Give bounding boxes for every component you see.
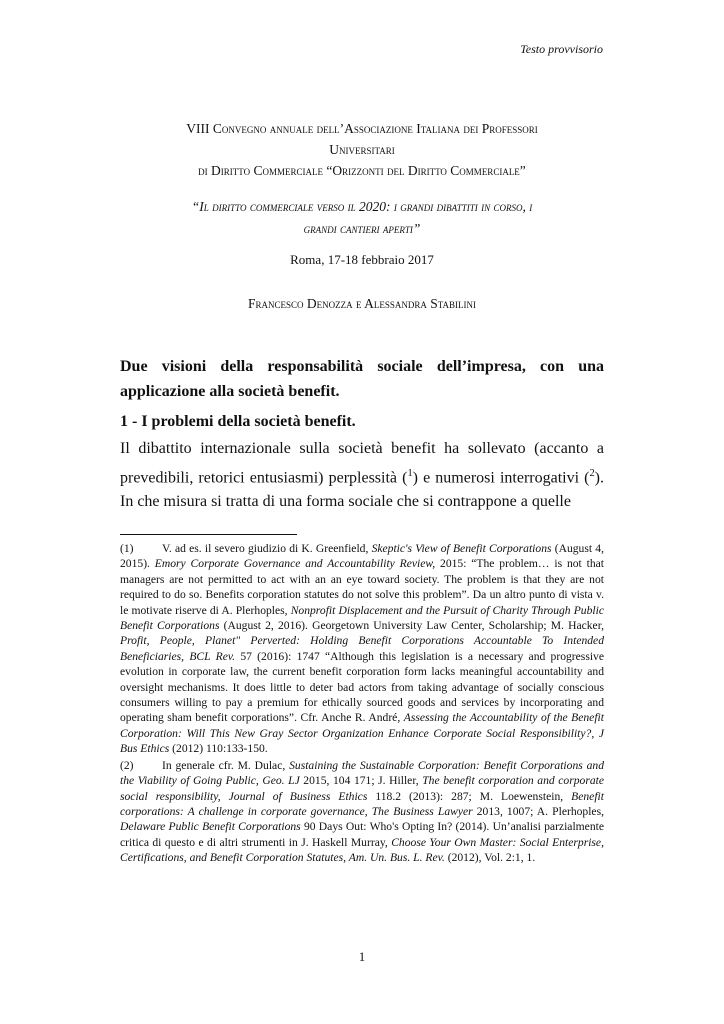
page-number: 1 xyxy=(358,949,366,964)
footnote-1 xyxy=(120,541,604,757)
fn2-italic: Sustaining the Sustainable Corporation: Benefit Corporations and the Viability of Going Public, Geo. LJ xyxy=(120,758,605,788)
theme-line-2: grandi cantieri aperti” xyxy=(303,221,421,236)
footnote-separator xyxy=(120,534,297,535)
footnote-ref-2[interactable]: 2 xyxy=(589,467,595,479)
paper-title: Due visioni della responsabilità sociale dell’impresa, con una applicazione alla società benefit. xyxy=(120,358,604,400)
section-title: 1 - I problemi della società benefit. xyxy=(120,413,356,430)
fn1-italic: Assessing the Accountability of the Benefit Corporation: Will This New Gray Sector Organization Enhance Corporate Social Responsibility?, J Bus Ethics xyxy=(120,711,604,756)
fn1-text: V. ad es. il severo giudizio di K. Greenfield, xyxy=(162,542,372,555)
fn2-italic: Delaware Public Benefit Corporations xyxy=(120,820,301,834)
footnote-2-number: (2) xyxy=(120,758,134,772)
authors: Francesco Denozza e Alessandra Stabilini xyxy=(247,296,477,311)
fn2-text: In generale cfr. M. Dulac, xyxy=(162,758,290,772)
fn1-text: 2015: “The problem… is not that managers are not permitted to act with an an eye toward society. The problem is that they are not required to do so. Benefits corporation statutes do not solve this problem”. Da un altro punto di vista v. le motivate riserve di A. Plerhoples, xyxy=(120,557,604,617)
para-text-b: ) e numerosi interrogativi ( xyxy=(412,468,590,486)
fn1-italic: Skeptic's View of Benefit Corporations xyxy=(371,542,552,555)
fn1-text: (August 4, 2015). xyxy=(120,542,604,571)
conference-line-3: di Diritto Commerciale “Orizzonti del Diritto Commerciale” xyxy=(198,163,526,178)
fn2-text: 118.2 (2013): 287; M. Loewenstein, xyxy=(367,789,572,803)
fn2-italic: Choose Your Own Master: Social Enterprise, Certifications, and Benefit Corporation Statutes, Am. Un. Bus. L. Rev. xyxy=(120,835,604,865)
footnote-2 xyxy=(120,758,604,866)
fn2-italic: The benefit corporation and corporate social responsibility, Journal of Business Ethics xyxy=(120,774,605,803)
fn1-text: (August 2, 2016). Georgetown University Law Center, Scholarship; M. Hacker, xyxy=(219,619,604,633)
fn1-text: (2012) 110:133-150. xyxy=(169,742,268,756)
footnotes xyxy=(120,541,604,867)
body-paragraph xyxy=(120,437,604,515)
fn1-italic: Nonprofit Displacement and the Pursuit of Charity Through Public Benefit Corporations xyxy=(120,603,604,633)
fn2-text: (2012), Vol. 2:1, 1. xyxy=(444,851,536,865)
para-text-a: Il dibattito internazionale sulla società benefit ha sollevato (accanto a prevedibili, retorici entusiasmi) perplessità ( xyxy=(120,440,604,486)
conference-theme xyxy=(120,196,604,240)
fn1-italic: Emory Corporate Governance and Accountability Review, xyxy=(154,557,436,571)
fn2-text: 2013, 1007; A. Plerhoples, xyxy=(472,804,604,818)
theme-line-1: “Il diritto commerciale verso il 2020: i grandi dibattiti in corso, i xyxy=(191,199,533,214)
fn2-text: 90 Days Out: Who's Opting In? (2014). Un’analisi parzialmente critica di questo e di altri strumenti in J. Haskell Murray, xyxy=(120,820,604,849)
fn2-italic: Benefit corporations: A challenge in corporate governance, The Business Lawyer xyxy=(120,789,604,818)
conference-line-2: Universitari xyxy=(329,142,395,157)
conference-line-1: VIII Convegno annuale dell’Associazione Italiana dei Professori xyxy=(186,121,538,136)
conference-heading xyxy=(120,118,604,181)
fn2-text: 2015, 104 171; J. Hiller, xyxy=(299,774,423,788)
footnote-1-number: (1) xyxy=(120,542,134,555)
header-note: Testo provvisorio xyxy=(520,42,603,56)
fn1-text: 57 (2016): 1747 “Although this legislation is a necessary and progressive evolution in corporate law, the current benefit corporation form lacks meaningful accountability and oversight mechanisms. It does little to deter bad actors from taking advantage of socially conscious consumers willing to pay a premium for ethically sourced goods and services by incorporating and operating sham benefit corporations”. Cfr. Anche R. André, xyxy=(120,649,604,725)
conference-date: Roma, 17-18 febbraio 2017 xyxy=(290,252,434,267)
para-text-c: ). In che misura si tratta di una forma sociale che si contrappone a quelle xyxy=(120,468,604,511)
footnote-ref-1[interactable]: 1 xyxy=(407,467,413,479)
fn1-italic: Profit, People, Planet" Perverted: Holding Benefit Corporations Accountable To Intended Beneficiaries, BCL Rev. xyxy=(120,634,604,663)
